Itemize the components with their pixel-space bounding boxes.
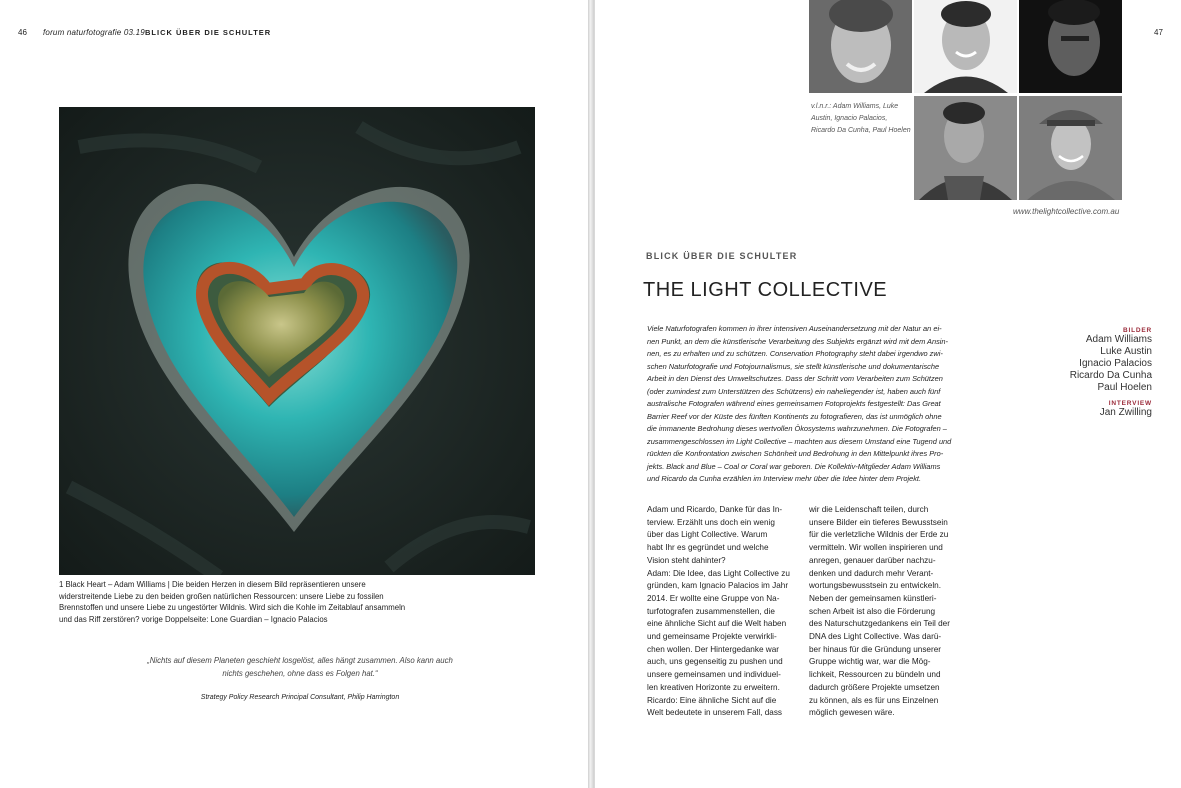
portraits-caption-line: Austin, Ignacio Palacios, bbox=[811, 115, 888, 123]
body-line: dadurch größere Projekte umsetzen bbox=[809, 682, 940, 692]
intro-line: (oder zumindest zum Unterstützen des Schützens) ein naheliegender ist, haben auch fünf bbox=[647, 386, 941, 396]
article-intro bbox=[647, 323, 967, 486]
portrait-ricardo-da-cunha bbox=[914, 96, 1017, 200]
credit-name: Adam Williams bbox=[1085, 334, 1152, 345]
caption-line: Brennstoffen und unsere Liebe zu ungestörter Wildnis. Wird sich die Kohle im Zeitablauf ansammeln bbox=[59, 603, 406, 613]
intro-line: Barrier Reef vor der Küste des fünften Kontinents zu fotografieren, das ist unmöglich ohne bbox=[647, 411, 942, 421]
quote-source: Strategy Policy Research Principal Consultant, Philip Harrington bbox=[200, 694, 400, 701]
body-line: 2014. Er wollte eine Gruppe von Na- bbox=[647, 593, 780, 603]
intro-line: Arbeit in den Dienst des Umweltschutzes. Dass der Schritt vom Verarbeiten zum Schützen bbox=[647, 374, 943, 383]
caption-line: 1 Black Heart – Adam Williams | Die beiden Herzen in diesem Bild repräsentieren unsere bbox=[59, 580, 366, 589]
body-line: des Naturschutzgedankens ein Teil der bbox=[809, 619, 950, 629]
photo-caption bbox=[59, 579, 449, 625]
body-line: Welt bedeutete in unserem Fall, dass bbox=[647, 708, 783, 718]
credit-name: Luke Austin bbox=[1100, 346, 1152, 357]
body-column-2 bbox=[809, 504, 964, 720]
credits-box bbox=[1060, 327, 1152, 419]
pull-quote bbox=[140, 655, 460, 680]
article-title: THE LIGHT COLLECTIVE bbox=[643, 279, 888, 301]
body-line: Vision steht dahinter? bbox=[647, 555, 726, 565]
portraits-caption-line: v.l.n.r.: Adam Williams, Luke bbox=[811, 103, 899, 110]
body-line: wir die Leidenschaft teilen, durch bbox=[809, 505, 929, 514]
credit-name: Ignacio Palacios bbox=[1079, 358, 1152, 369]
body-line: denken und dadurch mehr Verant- bbox=[809, 568, 934, 578]
quote-line: nichts geschehen, ohne dass es Folgen hat.“ bbox=[222, 668, 378, 678]
body-line: Adam: Die Idee, das Light Collective zu bbox=[647, 568, 790, 578]
intro-line: schen Naturfotografie und Fotojournalismus, sie stellt künstlerische und dokumentarische bbox=[647, 361, 940, 371]
credit-name: Ricardo Da Cunha bbox=[1069, 370, 1152, 381]
body-line: turfotografen zusammenstellen, die bbox=[647, 606, 775, 616]
intro-line: die immanente Bedrohung dieses wertvollen Ökosystems wahrzunehmen. Die Fotografen – bbox=[647, 424, 947, 433]
body-line: habt Ihr es gegründet und welche bbox=[647, 543, 769, 553]
intro-line: australische Fotografen während eines gemeinsamen Fotoprojekts festgestellt: Das Great bbox=[647, 399, 941, 408]
body-line: Ricardo: Eine ähnliche Sicht auf die bbox=[647, 695, 777, 705]
quote-line: „Nichts auf diesem Planeten geschieht losgelöst, alles hängt zusammen. Also kann auch bbox=[147, 656, 453, 665]
portraits-caption-line: Ricardo Da Cunha, Paul Hoelen bbox=[811, 127, 911, 135]
body-line: len kreativen Horizonte zu erweitern. bbox=[647, 682, 780, 692]
body-line: Adam und Ricardo, Danke für das In- bbox=[647, 505, 783, 514]
body-line: eine ähnliche Sicht auf die Welt haben bbox=[647, 619, 787, 629]
intro-line: jekts. Black and Blue – Coal or Coral war geboren. Die Kollektiv-Mitglieder Adam Williams bbox=[647, 461, 941, 471]
body-line: vermitteln. Wir wollen inspirieren und bbox=[809, 543, 943, 553]
body-line: Gruppe wichtig war, war die Mög- bbox=[809, 657, 931, 667]
caption-line: widerstreitende Liebe zu den beiden großen natürlichen Ressourcen: unsere Liebe zu fossilen bbox=[59, 591, 384, 601]
portraits-caption bbox=[811, 101, 911, 138]
body-line: wortungsbewusstsein zu entwickeln. bbox=[809, 581, 941, 591]
body-line: ber hinaus für die Gründung unserer bbox=[809, 644, 941, 654]
intro-line: zusammengeschlossen im Light Collective – machten aus diesem Umstand eine Tugend und bbox=[647, 436, 952, 446]
body-line: zu können, als es für uns Einzelnen bbox=[809, 695, 939, 705]
intro-line: nen Punkt, an dem die künstlerische Verarbeitung des Subjekts ergänzt wird mit dem Ansin- bbox=[647, 336, 948, 346]
body-line: auch, uns gegenseitig zu pushen und bbox=[647, 657, 783, 667]
body-column-1 bbox=[647, 504, 797, 720]
page-number-right: 47 bbox=[1154, 28, 1163, 37]
credit-name: Paul Hoelen bbox=[1097, 382, 1152, 393]
website-url[interactable]: www.thelightcollective.com.au bbox=[1013, 207, 1120, 216]
portrait-adam-williams bbox=[809, 0, 912, 93]
body-line: möglich gewesen wäre. bbox=[809, 708, 895, 718]
intro-line: und Ricardo da Cunha erzählen im Interview mehr über die Idee hinter dem Projekt. bbox=[647, 474, 922, 483]
portrait-paul-hoelen bbox=[1019, 96, 1122, 200]
interviewer-name: Jan Zwilling bbox=[1099, 407, 1152, 418]
images-label: BILDER bbox=[1123, 327, 1152, 334]
heart-reef-photo bbox=[59, 107, 535, 575]
body-line: DNA des Light Collective. Was darü- bbox=[809, 632, 942, 642]
body-line: über das Light Collective. Warum bbox=[647, 530, 768, 540]
body-line: schen Arbeit ist also die Förderung bbox=[809, 606, 936, 616]
body-line: gründen, kam Ignacio Palacios im Jahr bbox=[647, 581, 789, 591]
body-line: unsere gemeinsamen und individuel- bbox=[647, 670, 781, 680]
body-line: und gemeinsame Projekte verwirkli- bbox=[647, 632, 777, 642]
page-number-left: 46 bbox=[18, 28, 27, 37]
body-line: für die verletzliche Wildnis der Erde zu bbox=[809, 530, 949, 540]
body-line: unsere Bilder ein tieferes Bewusstsein bbox=[809, 517, 948, 527]
body-line: Neben der gemeinsamen künstleri- bbox=[809, 593, 937, 603]
body-line: anregen, genauer darüber nachzu- bbox=[809, 555, 936, 565]
left-page bbox=[0, 0, 589, 788]
portrait-ignacio-palacios bbox=[1019, 0, 1122, 93]
portrait-luke-austin bbox=[914, 0, 1017, 93]
intro-line: rückten die Konfrontation zwischen Schönheit und Bedrohung in den Mittelpunkt ihres Pro- bbox=[647, 449, 944, 458]
intro-line: Viele Naturfotografen kommen in ihrer intensiven Auseinandersetzung mit der Natur an ei- bbox=[647, 324, 942, 333]
body-line: terview. Erzählt uns doch ein wenig bbox=[647, 517, 775, 527]
interview-label: INTERVIEW bbox=[1108, 400, 1152, 407]
body-line: lichkeit, Ressourcen zu bündeln und bbox=[809, 670, 941, 680]
section-header: BLICK ÜBER DIE SCHULTER bbox=[145, 28, 272, 37]
article-kicker: BLICK ÜBER DIE SCHULTER bbox=[646, 251, 798, 261]
magazine-name: forum naturfotografie 03.19 bbox=[43, 28, 145, 37]
intro-line: nen, es zu erhalten und zu schützen. Conservation Photography steht dabei irgendwo zwi- bbox=[647, 349, 943, 358]
body-line: chen wollen. Der Hintergedanke war bbox=[647, 644, 779, 654]
caption-line: und das Riff zerstören? vorige Doppelseite: Lone Guardian – Ignacio Palacios bbox=[59, 614, 328, 624]
